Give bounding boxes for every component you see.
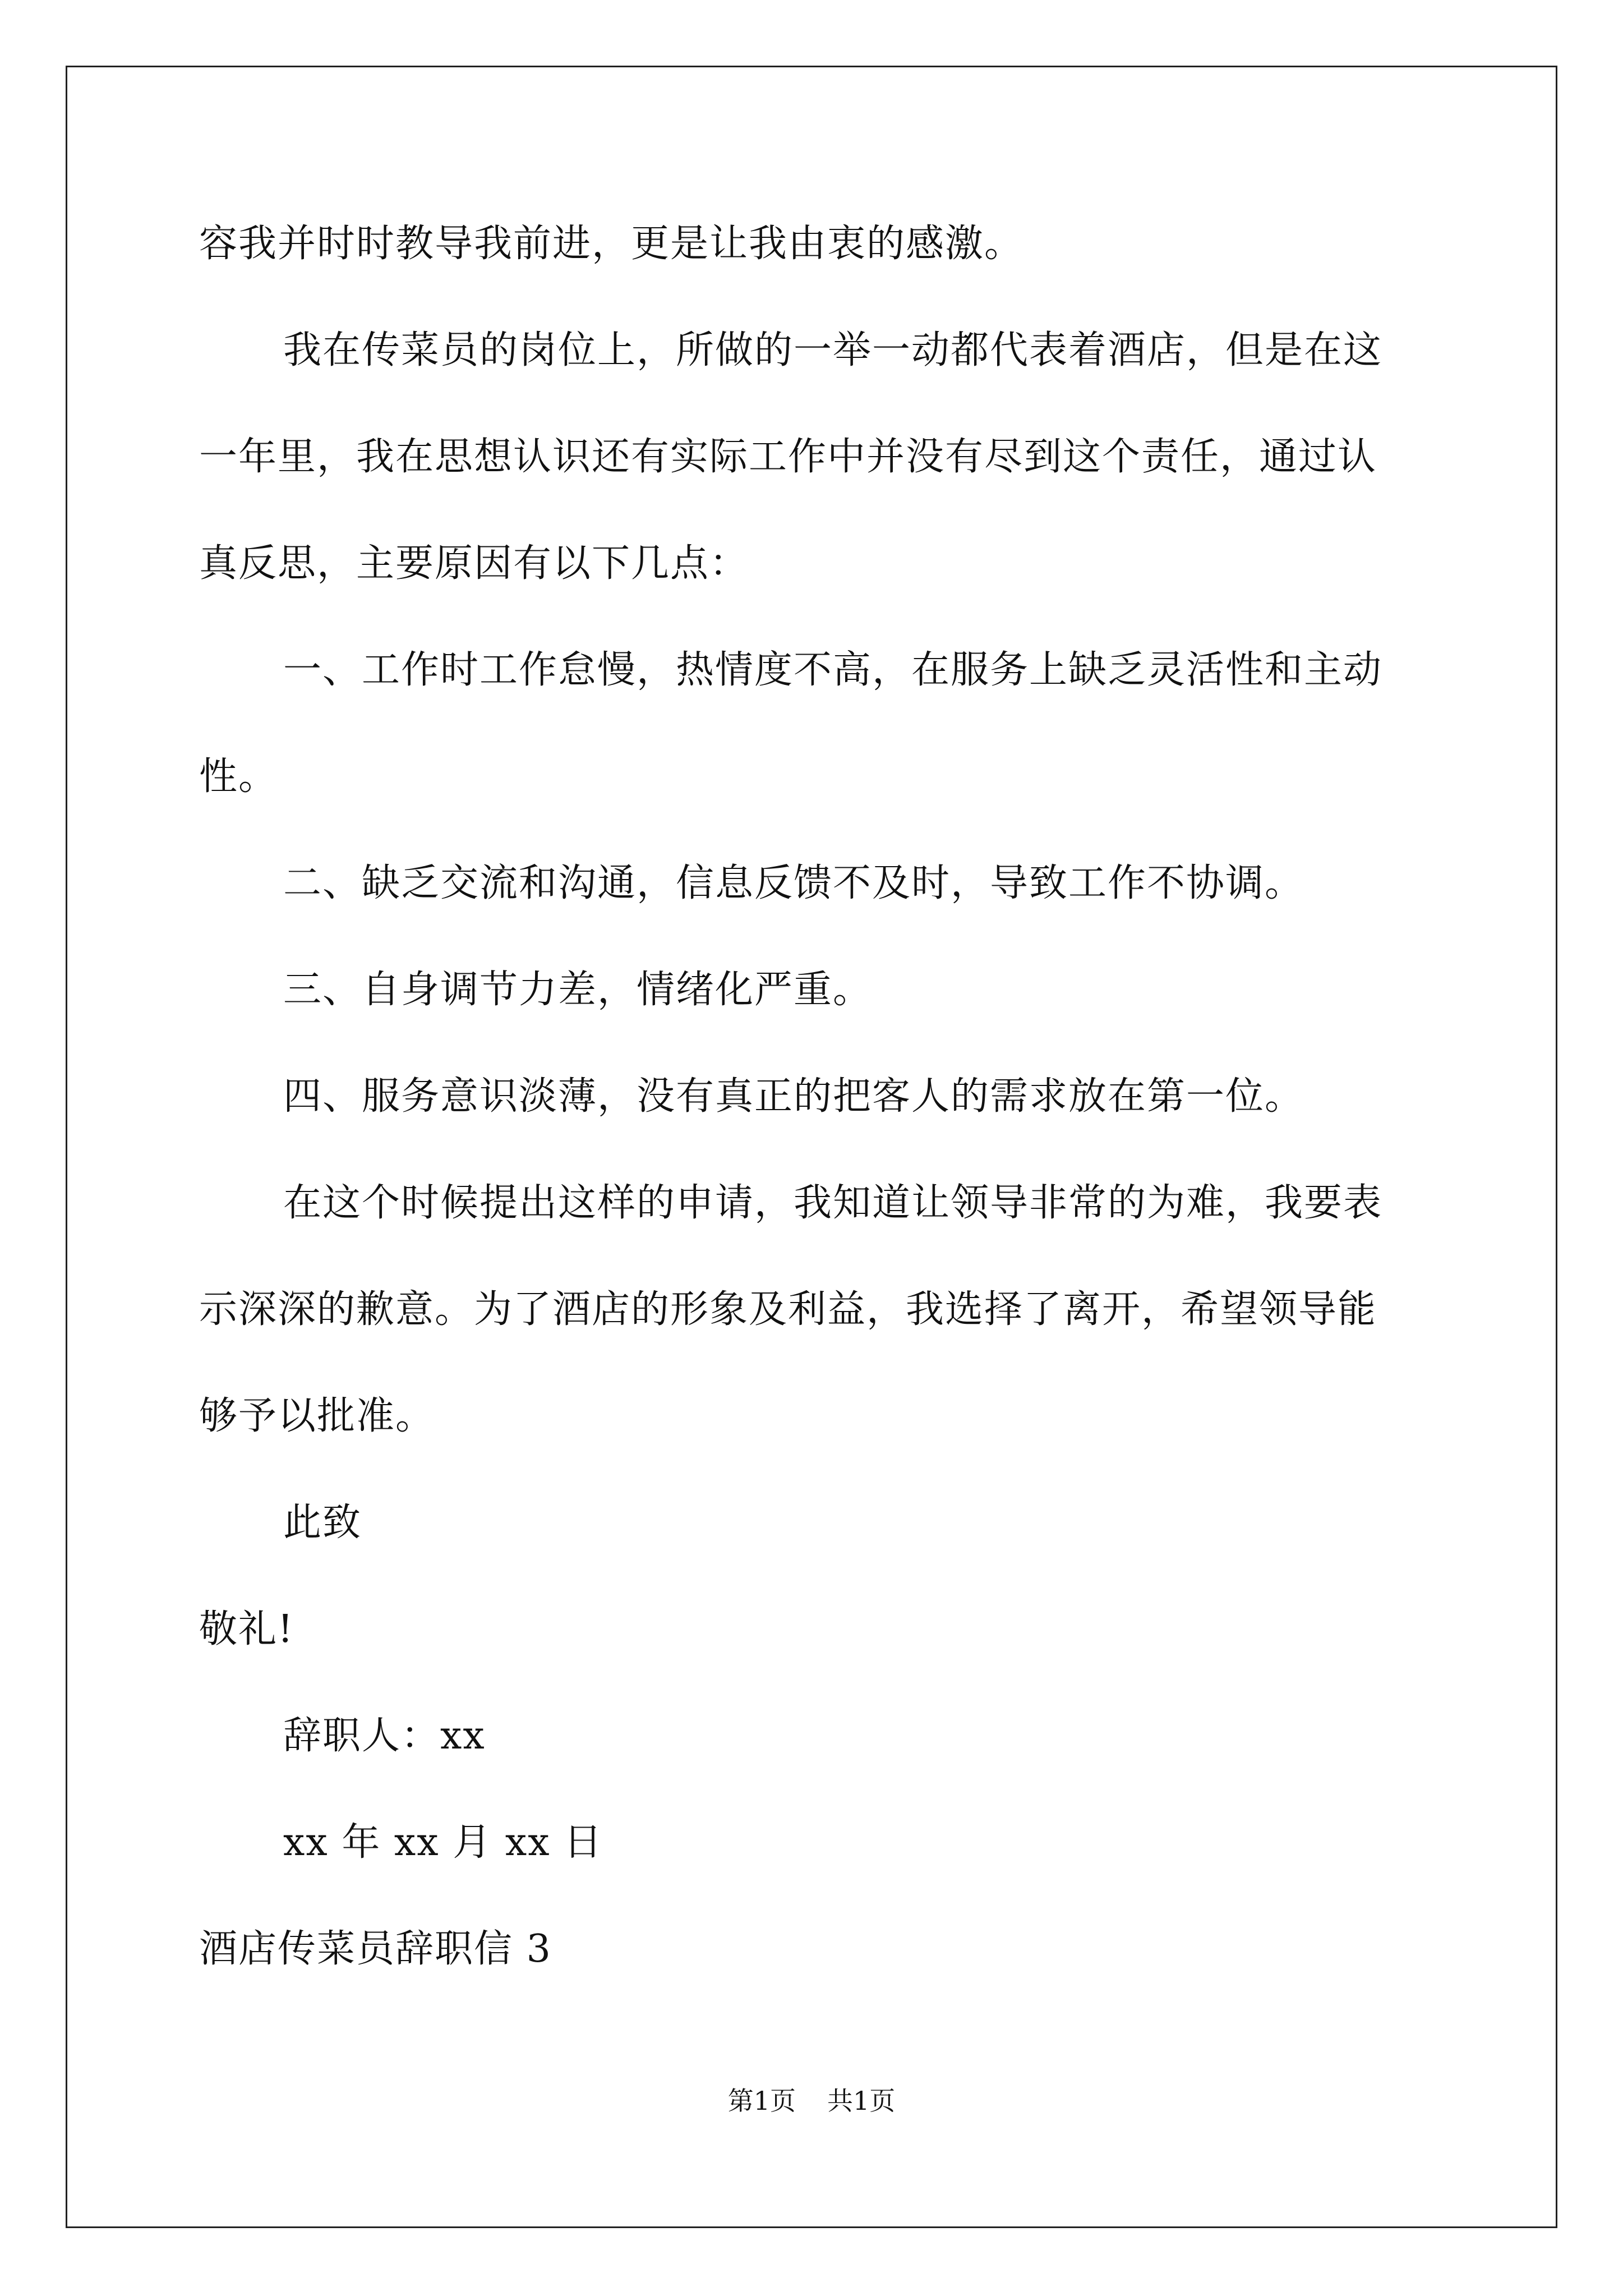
paragraph-start: 在这个时候提出这样的申请，我知道让领导非常的为难，我要表 (283, 1181, 1383, 1225)
text-line: 示深深的歉意。为了酒店的形象及利益，我选择了离开，希望领导能 (199, 1287, 1377, 1332)
signature-line: 辞职人：xx (283, 1714, 486, 1758)
section-title: 酒店传菜员辞职信 3 (199, 1927, 552, 1971)
date-line: xx 年 xx 月 xx 日 (283, 1820, 603, 1865)
page-footer (0, 2084, 1623, 2118)
page-total: 共1页 (827, 2086, 896, 2116)
list-item-1: 一、工作时工作怠慢，热情度不高，在服务上缺乏灵活性和主动 (283, 648, 1383, 692)
text-line: 真反思，主要原因有以下几点： (199, 541, 749, 586)
text-line: 够予以批准。 (199, 1394, 435, 1438)
closing-regards: 敬礼! (199, 1607, 294, 1651)
text-line: 容我并时时教导我前进，更是让我由衷的感激。 (199, 222, 1024, 266)
list-item-3: 三、自身调节力差，情绪化严重。 (283, 968, 873, 1012)
page-current: 第1页 (727, 2086, 796, 2116)
text-line: 一年里，我在思想认识还有实际工作中并没有尽到这个责任，通过认 (199, 435, 1377, 479)
list-item-2: 二、缺乏交流和沟通，信息反馈不及时，导致工作不协调。 (283, 861, 1304, 905)
list-item-4: 四、服务意识淡薄，没有真正的把客人的需求放在第一位。 (283, 1074, 1304, 1119)
paragraph-start: 我在传菜员的岗位上，所做的一举一动都代表着酒店，但是在这 (283, 328, 1383, 372)
closing-salutation: 此致 (283, 1501, 362, 1545)
page-border (66, 66, 1557, 2228)
text-line: 性。 (199, 754, 278, 799)
